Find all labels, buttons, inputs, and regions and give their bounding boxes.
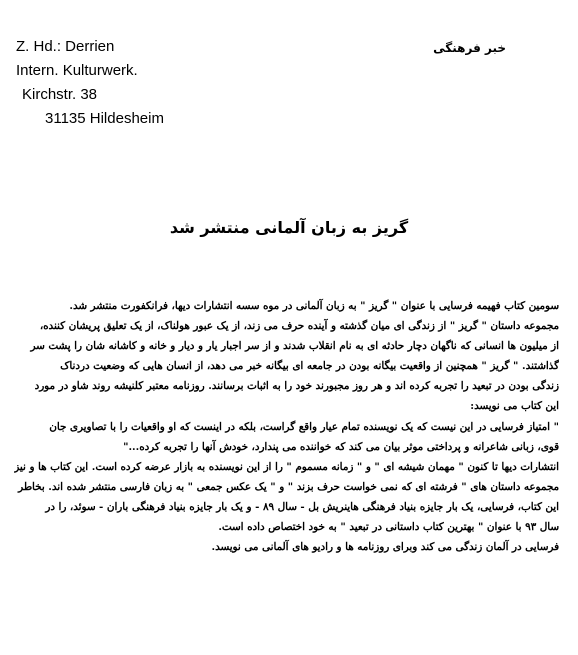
address-line-1: Z. Hd.: Derrien bbox=[16, 38, 115, 55]
body-line: مجموعه داستان های " فرشته ای که نمی خواست حرف بزند " و " یک عکس جمعی " به زبان فارسی منتشر شده اند. بخاطر bbox=[18, 480, 559, 493]
section-label: خبر فرهنگی bbox=[433, 41, 506, 55]
article-title: گریز به زبان آلمانی منتشر شد bbox=[169, 218, 409, 237]
address-line-2: Intern. Kulturwerk. bbox=[16, 62, 138, 79]
address-line-4: 31135 Hildesheim bbox=[45, 110, 164, 127]
body-line: گذاشتند. " گریز " همچنین از واقعیت بیگانه بودن در جامعه ای بیگانه خبر می دهد، از انسان هایی که وضعیت دردناک bbox=[60, 360, 559, 373]
body-line: فرسایی در آلمان زندگی می کند وبرای روزنامه ها و رادیو های آلمانی می نویسد. bbox=[211, 541, 559, 554]
body-line: این کتاب می نویسد: bbox=[470, 400, 559, 413]
body-line: مجموعه داستان " گریز " از زندگی ای میان گذشته و آینده حرف می زند، از یک عبور هولناک، از یک تعلیق پریشان کننده، bbox=[39, 320, 559, 333]
body-line: زندگی بودن در تبعید را تجربه کرده اند و هر روز مجبورند خود را به اثبات برسانند. روزنامه معتبر کلنیشه روند شاو در مورد bbox=[34, 380, 559, 393]
body-line: سومین کتاب فهیمه فرسایی با عنوان " گریز " به زبان آلمانی در موه سسه انتشارات دیها، فرانکفورت منتشر شد. bbox=[69, 300, 559, 312]
body-line: قوی، زبانی شاعرانه و پرداختی موثر بیان می کند که خواننده می پندارد، خودش آنها را تجربه کرده..." bbox=[123, 440, 559, 453]
body-line: سال ۹۳ با عنوان " بهترین کتاب داستانی در تبعید " به خود اختصاص داده است. bbox=[218, 521, 559, 534]
address-line-3: Kirchstr. 38 bbox=[22, 86, 98, 103]
body-line: از میلیون ها انسانی که ناگهان دچار حادثه ای به نام انقلاب شدند و از سر اجبار یار و دیار و خانه و کاشانه شان را پشت سر bbox=[30, 340, 559, 353]
body-line: این کتاب، فرسایی، یک بار جایزه بنیاد فرهنگی هاینریش بل - سال ۸۹ - و یک بار جایزه بنیاد فرهنگی باران - سوئد، را در bbox=[45, 500, 559, 513]
body-line: " امتیاز فرسایی در این نیست که یک نویسنده تمام عیار واقع گراست، بلکه در اینست که او واقعیات را با تصاویری جان bbox=[49, 420, 559, 433]
article-body bbox=[14, 296, 559, 557]
body-line: انتشارات دیها تا کنون " مهمان شیشه ای " و " زمانه مسموم " را از این نویسنده به بازار عرضه کرده است. این کتاب ها و نیز bbox=[14, 460, 559, 473]
